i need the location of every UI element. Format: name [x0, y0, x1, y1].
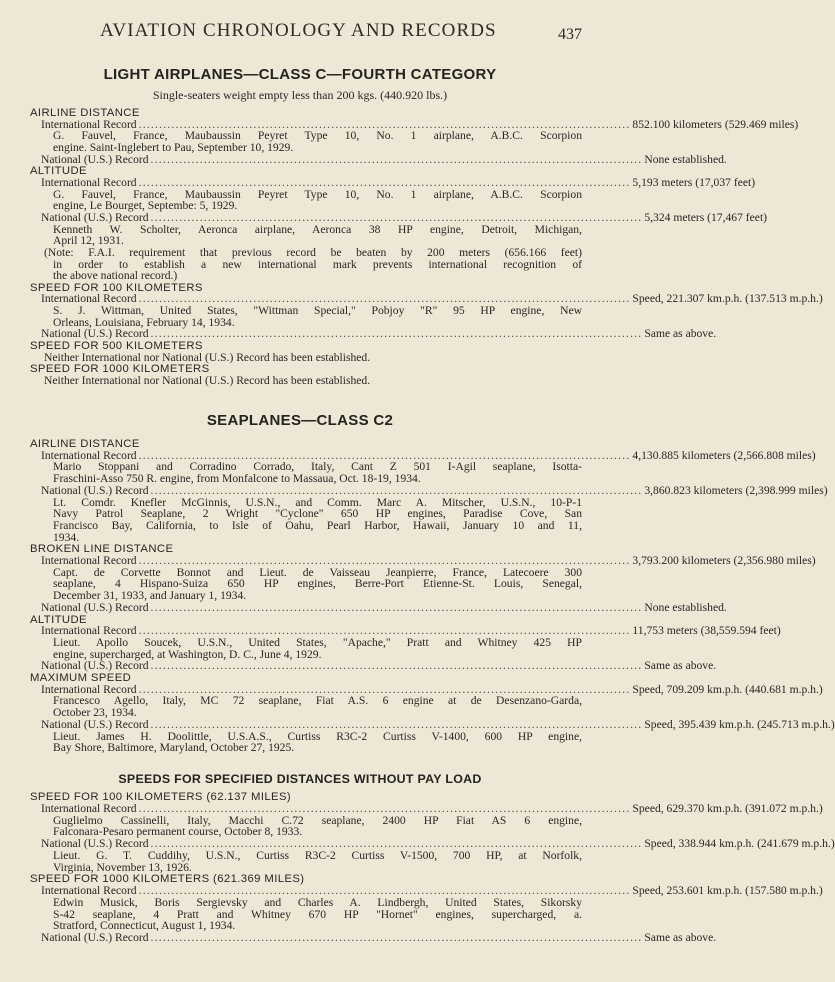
record-value: Speed, 709.209 km.p.h. (440.681 m.p.h.)	[632, 682, 823, 696]
record-value: 3,860.823 kilometers (2,398.999 miles)	[644, 483, 828, 497]
leader-dots: ........................................................................................................................	[150, 931, 643, 944]
record-value: None established.	[644, 600, 727, 614]
record-value: Same as above.	[644, 327, 717, 341]
category-heading: ALTITUDE	[30, 613, 87, 626]
detail-line: 1934.	[53, 530, 80, 544]
detail-line: Orleans, Louisiana, February 14, 1934.	[53, 315, 235, 329]
detail-line: the above national record.)	[53, 269, 178, 283]
record-value: 5,324 meters (17,467 feet)	[644, 210, 768, 224]
record-value: 5,193 meters (17,037 feet)	[632, 175, 756, 189]
leader-dots: ........................................................................................................................	[150, 210, 643, 224]
record-value: None established.	[644, 152, 727, 166]
record-value: 4,130.885 kilometers (2,566.808 miles)	[632, 448, 816, 462]
leader-dots: ........................................................................................................................	[138, 682, 631, 696]
leader-dots: ........................................................................................................................	[138, 624, 631, 638]
detail-line: Stratford, Connecticut, August 1, 1934.	[53, 919, 236, 933]
detail-line: Neither International nor National (U.S.) Record has been established.	[44, 373, 371, 387]
record-row	[41, 483, 828, 497]
detail-line: Virginia, November 13, 1926.	[53, 860, 192, 874]
category-heading: AIRLINE DISTANCE	[30, 107, 140, 119]
detail-line: Navy Patrol Seaplane, 2 Wright "Cyclone" 650 HP engines, Paradise Cove, San	[53, 507, 582, 521]
category-heading: SPEED FOR 100 KILOMETERS	[30, 281, 203, 294]
category-heading: MAXIMUM SPEED	[30, 672, 132, 684]
record-label: International Record	[41, 884, 137, 897]
detail-line: Francisco Bay, California, to Isle of Oahu, Pearl Harbor, Hawaii, January 10 and 11,	[53, 518, 582, 532]
detail-line: Lieut. Apollo Soucek, U.S.N., United States, "Apache," Pratt and Whitney 425 HP	[53, 635, 582, 649]
detail-line: G. Fauvel, France, Maubaussin Peyret Type 10, No. 1 airplane, A.B.C. Scorpion	[53, 187, 582, 201]
category-heading: BROKEN LINE DISTANCE	[30, 543, 174, 556]
record-label: National (U.S.) Record	[41, 483, 149, 497]
leader-dots: ........................................................................................................................	[138, 448, 631, 462]
category-heading: SPEED FOR 500 KILOMETERS	[30, 340, 203, 352]
detail-line: S-42 seaplane, 4 Pratt and Whitney 670 HP "Hornet" engines, supercharged, a.	[53, 907, 582, 921]
record-label: International Record	[41, 682, 137, 696]
note-line: (Note: F.A.I. requirement that previous record be beaten by 200 meters (656.166 feet)	[44, 245, 582, 259]
leader-dots: ........................................................................................................................	[150, 659, 643, 673]
record-value: 852.100 kilometers (529.469 miles)	[632, 117, 799, 131]
leader-dots: ........................................................................................................................	[138, 175, 631, 189]
section-title-light-airplanes: LIGHT AIRPLANES—CLASS C—FOURTH CATEGORY	[103, 66, 497, 83]
detail-line: Mario Stoppani and Corradino Corrado, Italy, Cant Z 501 I-Agil seaplane, Isotta-	[53, 460, 582, 474]
leader-dots: ........................................................................................................................	[138, 117, 631, 131]
category-heading: ALTITUDE	[30, 165, 87, 178]
section-title-speeds: SPEEDS FOR SPECIFIED DISTANCES WITHOUT PAY LOAD	[118, 772, 482, 786]
record-value: 11,753 meters (38,559.594 feet)	[632, 624, 781, 638]
record-row	[41, 659, 717, 673]
record-label: International Record	[41, 554, 137, 567]
record-value: 3,793.200 kilometers (2,356.980 miles)	[632, 554, 816, 567]
detail-line: December 31, 1933, and January 1, 1934.	[53, 589, 247, 603]
detail-line: October 23, 1934.	[53, 706, 137, 720]
running-head	[0, 20, 600, 46]
category-heading: SPEED FOR 1000 KILOMETERS	[30, 363, 210, 376]
record-row	[41, 152, 727, 166]
detail-line: G. Fauvel, France, Maubaussin Peyret Type 10, No. 1 airplane, A.B.C. Scorpion	[53, 129, 582, 143]
record-value: Speed, 221.307 km.p.h. (137.513 m.p.h.)	[632, 292, 823, 306]
detail-line: Fraschini-Asso 750 R. engine, from Monfalcone to Massaua, Oct. 18-19, 1934.	[53, 472, 421, 486]
detail-line: Guglielmo Cassinelli, Italy, Macchi C.72 seaplane, 2400 HP Fiat AS 6 engine,	[53, 813, 582, 827]
record-value: Same as above.	[644, 931, 717, 944]
detail-line: Edwin Musick, Boris Sergievsky and Charles A. Lindbergh, United States, Sikorsky	[53, 895, 582, 909]
record-row	[41, 801, 823, 815]
running-title: AVIATION CHRONOLOGY AND RECORDS	[100, 20, 497, 41]
record-value: Speed, 395.439 km.p.h. (245.713 m.p.h.)	[644, 717, 835, 731]
record-label: International Record	[41, 801, 137, 815]
detail-line: S. J. Wittman, United States, "Wittman Special," Pobjoy "R" 95 HP engine, New	[53, 304, 582, 318]
leader-dots: ........................................................................................................................	[150, 837, 643, 850]
section-title-seaplanes: SEAPLANES—CLASS C2	[206, 412, 394, 429]
leader-dots: ........................................................................................................................	[150, 600, 643, 614]
record-row	[41, 600, 727, 614]
leader-dots: ........................................................................................................................	[150, 152, 643, 166]
record-label: International Record	[41, 175, 137, 189]
leader-dots: ........................................................................................................................	[150, 717, 643, 731]
record-label: National (U.S.) Record	[41, 600, 149, 614]
record-label: National (U.S.) Record	[41, 717, 149, 731]
record-value: Speed, 338.944 km.p.h. (241.679 m.p.h.)	[644, 837, 835, 850]
detail-line: Lt. Comdr. Knefler McGinnis, U.S.N., and Comm. Marc A. Mitscher, U.S.N., 10-P-1	[53, 495, 582, 509]
category-heading: SPEED FOR 1000 KILOMETERS (621.369 MILES)	[30, 873, 305, 886]
record-label: National (U.S.) Record	[41, 659, 149, 673]
record-row	[41, 717, 835, 731]
record-label: International Record	[41, 448, 137, 462]
detail-line: in order to establish a new international mark prevents international recognition of	[53, 257, 582, 271]
leader-dots: ........................................................................................................................	[138, 554, 631, 567]
detail-line: Neither International nor National (U.S.) Record has been established.	[44, 350, 371, 364]
detail-line: April 12, 1931.	[53, 234, 124, 248]
record-row	[41, 931, 717, 944]
record-label: National (U.S.) Record	[41, 837, 149, 850]
detail-line: Lieut. G. T. Cuddihy, U.S.N., Curtiss R3C-2 Curtiss V-1500, 700 HP, at Norfolk,	[53, 848, 582, 862]
detail-line: Kenneth W. Scholter, Aeronca airplane, Aeronca 38 HP engine, Detroit, Michigan,	[53, 222, 582, 236]
record-label: International Record	[41, 117, 137, 131]
leader-dots: ........................................................................................................................	[138, 884, 631, 897]
category-heading: SPEED FOR 100 KILOMETERS (62.137 MILES)	[30, 791, 292, 803]
category-heading: AIRLINE DISTANCE	[30, 438, 140, 450]
leader-dots: ........................................................................................................................	[150, 483, 643, 497]
record-value: Speed, 629.370 km.p.h. (391.072 m.p.h.)	[632, 801, 823, 815]
detail-line: Falconara-Pesaro permanent course, October 8, 1933.	[53, 825, 303, 839]
section-subtitle: Single-seaters weight empty less than 200 kgs. (440.920 lbs.)	[152, 88, 448, 102]
detail-line: engine, Le Bourget, Septembe: 5, 1929.	[53, 199, 238, 213]
detail-line: Lieut. James H. Doolittle, U.S.A.S., Curtiss R3C-2 Curtiss V-1400, 600 HP engine,	[53, 729, 582, 743]
record-value: Same as above.	[644, 659, 717, 673]
page-number: 437	[558, 26, 582, 43]
record-label: National (U.S.) Record	[41, 931, 149, 944]
leader-dots: ........................................................................................................................	[150, 327, 643, 341]
record-label: National (U.S.) Record	[41, 210, 149, 224]
detail-line: Bay Shore, Baltimore, Maryland, October 27, 1925.	[53, 741, 295, 755]
leader-dots: ........................................................................................................................	[138, 292, 631, 306]
record-label: International Record	[41, 624, 137, 638]
detail-line: Francesco Agello, Italy, MC 72 seaplane, Fiat A.S. 6 engine at de Desenzano-Garda,	[53, 694, 582, 708]
record-row	[41, 327, 717, 341]
leader-dots: ........................................................................................................................	[138, 801, 631, 815]
record-label: National (U.S.) Record	[41, 327, 149, 341]
detail-line: seaplane, 4 Hispano-Suiza 650 HP engines, Berre-Port Etienne-St. Louis, Senegal,	[53, 577, 582, 591]
detail-line: engine, supercharged, at Washington, D. C., June 4, 1929.	[53, 647, 322, 661]
record-value: Speed, 253.601 km.p.h. (157.580 m.p.h.)	[632, 884, 823, 897]
detail-line: engine. Saint-Inglebert to Pau, September 10, 1929.	[53, 140, 294, 154]
detail-line: Capt. de Corvette Bonnot and Lieut. de Vaisseau Jeanpierre, France, Latecoere 300	[53, 565, 582, 579]
record-label: National (U.S.) Record	[41, 152, 149, 166]
record-label: International Record	[41, 292, 137, 306]
